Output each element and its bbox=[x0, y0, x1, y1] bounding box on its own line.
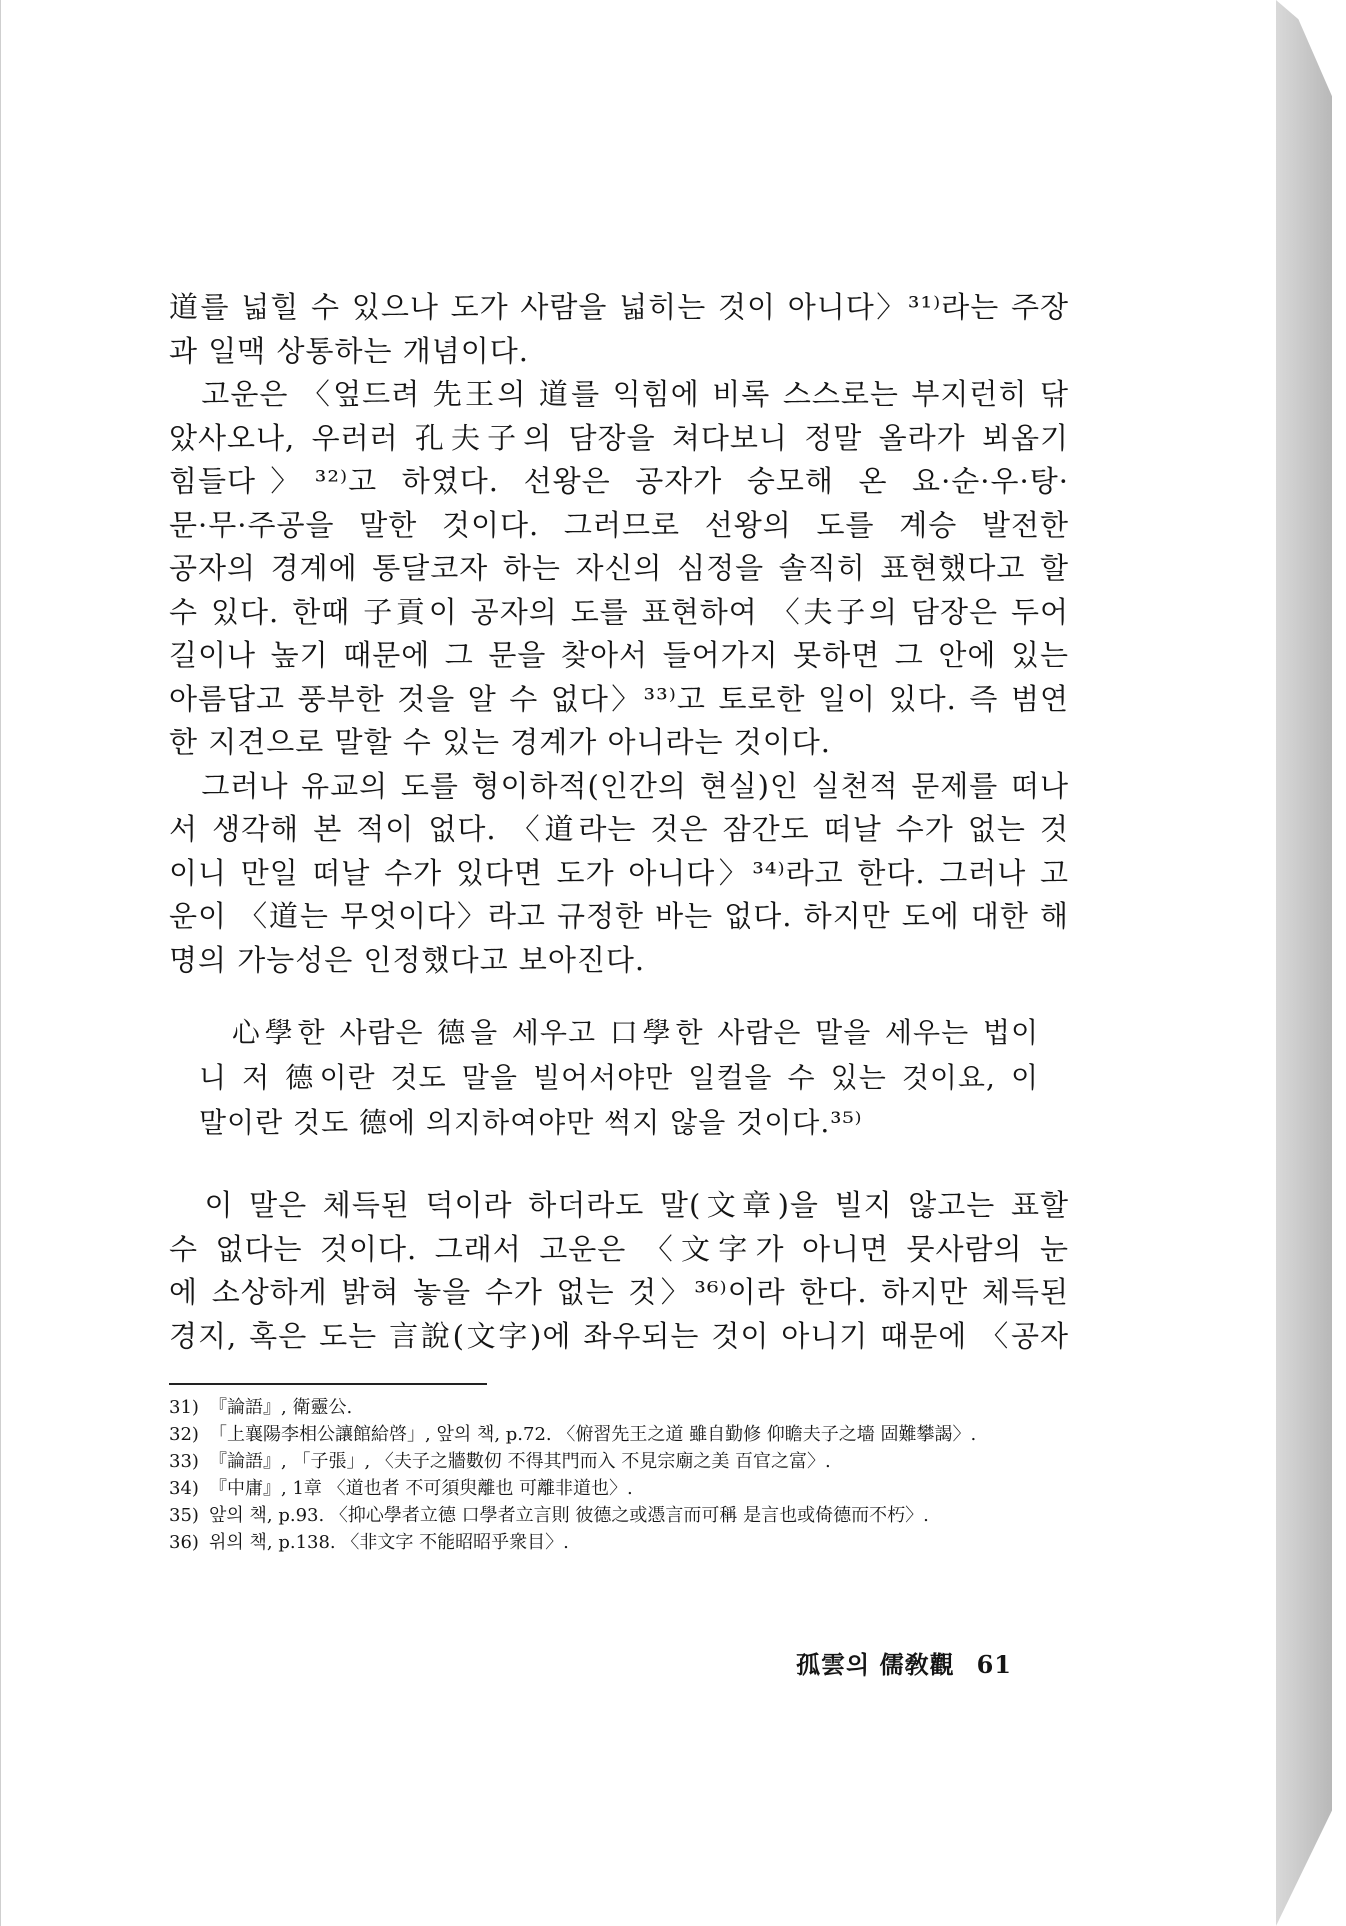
text-line: 그러나 유교의 도를 형이하적(인간의 현실)인 실천적 문제를 떠나 bbox=[169, 768, 1069, 803]
quote-line: 心學한 사람은 德을 세우고 口學한 사람은 말을 세우는 법이 bbox=[199, 1016, 1039, 1049]
text-line: 아름답고 풍부한 것을 알 수 없다〉³³⁾고 토로한 일이 있다. 즉 범연 bbox=[169, 681, 1069, 716]
text-line: 운이 〈道는 무엇이다〉라고 규정한 바는 없다. 하지만 도에 대한 해 bbox=[169, 899, 1069, 933]
footnote-text: 「上襄陽李相公讓館給啓」, 앞의 책, p.72. 〈俯習先王之道 雖自勤修 仰瞻夫子之墻 固難攀謁〉. bbox=[209, 1424, 977, 1445]
footnote-number: 36) bbox=[169, 1532, 199, 1553]
body-text bbox=[169, 286, 1069, 982]
footnote-text: 앞의 책, p.93. 〈抑心學者立德 口學者立言則 彼德之或憑言而可稱 是言也或倚德而不朽〉. bbox=[209, 1505, 929, 1526]
continuation-paragraph bbox=[169, 1184, 1069, 1358]
quote-line: 말이란 것도 德에 의지하여야만 썩지 않을 것이다.³⁵⁾ bbox=[199, 1106, 863, 1139]
running-footer bbox=[796, 1645, 1012, 1680]
footnote-number: 31) bbox=[169, 1397, 199, 1418]
text-line: 과 일맥 상통하는 개념이다. bbox=[169, 333, 530, 368]
text-line: 서 생각해 본 적이 없다. 〈道라는 것은 잠간도 떠날 수가 없는 것 bbox=[169, 812, 1069, 846]
footnote-text: 『中庸』, 1章 〈道也者 不可須臾離也 可離非道也〉. bbox=[209, 1478, 633, 1499]
text-line: 한 지견으로 말할 수 있는 경계가 아니라는 것이다. bbox=[169, 725, 832, 759]
text-line: 힘들다〉³²⁾고 하였다. 선왕은 공자가 숭모해 온 요·순·우·탕· bbox=[169, 464, 1069, 498]
footnote-34 bbox=[169, 1475, 1069, 1502]
footnotes bbox=[169, 1394, 1069, 1556]
footnote-number: 33) bbox=[169, 1451, 199, 1472]
footnote-text: 『論語』, 衛靈公. bbox=[209, 1397, 353, 1418]
text-line: 이니 만일 떠날 수가 있다면 도가 아니다〉³⁴⁾라고 한다. 그러나 고 bbox=[169, 855, 1069, 890]
footnote-number: 32) bbox=[169, 1424, 199, 1445]
text-line: 고운은 〈엎드려 先王의 道를 익힘에 비록 스스로는 부지런히 닦 bbox=[169, 377, 1069, 411]
page-number: 61 bbox=[976, 1650, 1012, 1679]
text-line: 수 있다. 한때 子貢이 공자의 도를 표현하여 〈夫子의 담장은 두어 bbox=[169, 594, 1069, 629]
paragraph-2 bbox=[169, 373, 1069, 765]
text-line: 道를 넓힐 수 있으나 도가 사람을 넓히는 것이 아니다〉³¹⁾라는 주장 bbox=[169, 290, 1069, 324]
footnote-text: 위의 책, p.138. 〈非文字 不能昭昭乎衆目〉. bbox=[209, 1532, 569, 1553]
text-line: 공자의 경계에 통달코자 하는 자신의 심정을 솔직히 표현했다고 할 bbox=[169, 551, 1069, 585]
footnote-number: 35) bbox=[169, 1505, 199, 1526]
text-line: 았사오나, 우러러 孔夫子의 담장을 쳐다보니 정말 올라가 뵈옵기 bbox=[169, 420, 1069, 455]
text-line: 이 말은 체득된 덕이라 하더라도 말(文章)을 빌지 않고는 표할 bbox=[169, 1188, 1069, 1222]
footnote-35 bbox=[169, 1502, 1069, 1529]
footnote-36 bbox=[169, 1529, 1069, 1556]
text-line: 경지, 혹은 도는 言說(文字)에 좌우되는 것이 아니기 때문에 〈공자 bbox=[169, 1318, 1069, 1353]
text-line: 에 소상하게 밝혀 놓을 수가 없는 것〉³⁶⁾이라 한다. 하지만 체득된 bbox=[169, 1275, 1069, 1309]
footnote-31 bbox=[169, 1394, 1069, 1421]
page-stack-edge bbox=[1276, 0, 1332, 1926]
footnote-text: 『論語』, 「子張」, 〈夫子之牆數仞 不得其門而入 不見宗廟之美 百官之富〉. bbox=[209, 1451, 831, 1472]
footnote-divider bbox=[169, 1383, 487, 1385]
text-line: 길이나 높기 때문에 그 문을 찾아서 들어가지 못하면 그 안에 있는 bbox=[169, 638, 1069, 672]
footnote-number: 34) bbox=[169, 1478, 199, 1499]
text-line: 문·무·주공을 말한 것이다. 그러므로 선왕의 도를 계승 발전한 bbox=[169, 507, 1069, 542]
paragraph-3 bbox=[169, 765, 1069, 983]
text-line: 수 없다는 것이다. 그래서 고운은 〈文字가 아니면 뭇사람의 눈 bbox=[169, 1231, 1069, 1266]
footnote-33 bbox=[169, 1448, 1069, 1475]
running-title: 孤雲의 儒敎觀 bbox=[796, 1650, 955, 1679]
paragraph-1 bbox=[169, 286, 1069, 373]
quote-line: 니 저 德이란 것도 말을 빌어서야만 일컬을 수 있는 것이요, 이 bbox=[199, 1061, 1039, 1094]
text-line: 명의 가능성은 인정했다고 보아진다. bbox=[169, 942, 646, 977]
footnote-32 bbox=[169, 1421, 1069, 1448]
block-quote bbox=[199, 1010, 1039, 1145]
